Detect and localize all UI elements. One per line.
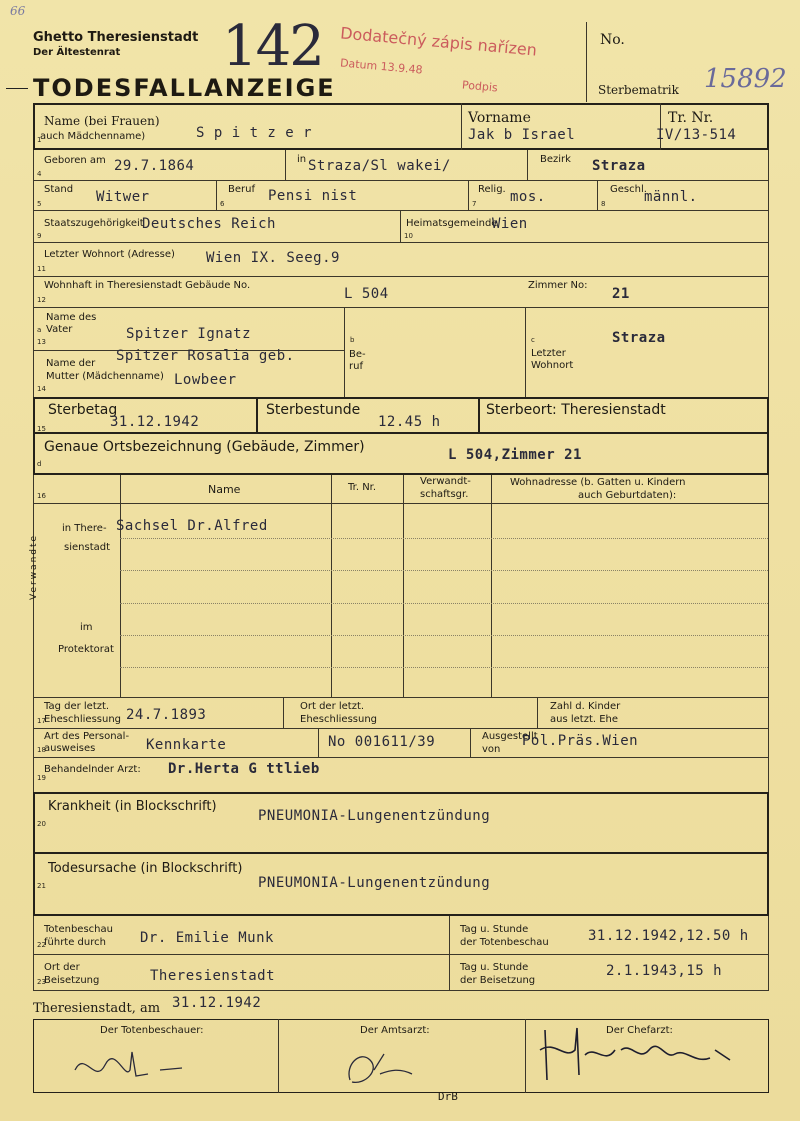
row-line-stand <box>33 210 769 211</box>
stand-divider-3 <box>597 180 598 210</box>
relatives-divider-2 <box>331 475 332 697</box>
parents-wohnort-label-2: Wohnort <box>531 360 574 371</box>
stand-value: Witwer <box>96 189 150 205</box>
beschau-time-value: 31.12.1942,12.50 h <box>588 928 749 944</box>
staat-value: Deutsches Reich <box>142 216 276 232</box>
mutter-value-1: Spitzer Rosalia geb. <box>116 348 295 364</box>
row-letter: b <box>350 336 355 344</box>
sig1-label: Der Totenbeschauer: <box>100 1025 204 1036</box>
sig3-label: Der Chefarzt: <box>606 1025 673 1036</box>
row-letter: a <box>37 326 42 334</box>
address-value: Wien IX. Seeg.9 <box>206 250 340 266</box>
illness-mid-line <box>33 852 769 854</box>
bezirk-value: Straza <box>592 158 646 174</box>
relatives-divider-3 <box>403 475 404 697</box>
vorname-label: Vorname <box>468 110 531 126</box>
marriage-tag-value: 24.7.1893 <box>126 707 207 723</box>
id-art-value: Kennkarte <box>146 737 227 753</box>
row-number: 10 <box>404 232 413 240</box>
row-number: 21 <box>37 882 46 890</box>
relatives-dotline-3 <box>120 603 768 604</box>
doctor-value: Dr.Herta G ttlieb <box>168 761 320 777</box>
row-line-citizen <box>33 242 769 243</box>
relatives-dotline-2 <box>120 570 768 571</box>
row-number: 8 <box>601 200 606 208</box>
id-art-label-2: ausweises <box>44 743 96 754</box>
title-dash <box>6 88 28 89</box>
id-no-value: No 001611/39 <box>328 734 436 750</box>
header-line2: Der Ältestenrat <box>33 47 121 58</box>
ursache-value: PNEUMONIA-Lungenentzündung <box>258 875 491 891</box>
id-art-label-1: Art des Personal- <box>44 731 130 742</box>
signature-divider-2 <box>525 1019 526 1093</box>
mutter-label-2: Mutter (Mädchenname) <box>46 371 164 382</box>
row-number: 23 <box>37 978 46 986</box>
born-divider-1 <box>285 150 286 180</box>
krankheit-label: Krankheit (in Blockschrift) <box>48 799 217 814</box>
ort-label: Genaue Ortsbezeichnung (Gebäude, Zimmer) <box>44 439 365 455</box>
marriage-tag-label-2: Eheschliessung <box>44 714 122 725</box>
stand-divider-1 <box>216 180 217 210</box>
row-line-address <box>33 276 769 277</box>
beschau-value: Dr. Emilie Munk <box>140 930 274 946</box>
sterbeort-label: Sterbeort: Theresienstadt <box>486 402 666 418</box>
relatives-addr-header-1: Wohnadresse (b. Gatten u. Kindern <box>510 477 686 488</box>
sterbetag-label: Sterbetag <box>48 402 118 418</box>
place-date-label: Theresienstadt, am <box>33 1001 161 1016</box>
name-label-2: auch Mädchenname) <box>40 131 146 142</box>
relatives-entry: Sachsel Dr.Alfred <box>116 518 268 534</box>
death-divider-2 <box>478 397 480 432</box>
sterbestunde-value: 12.45 h <box>378 414 441 430</box>
inspection-divider <box>449 916 450 990</box>
ausgestellt-value: Pol.Präs.Wien <box>522 733 639 749</box>
row-number: 11 <box>37 265 46 273</box>
beschau-label-2: führte durch <box>44 937 106 948</box>
page-mark: 66 <box>10 4 26 18</box>
citizen-divider <box>400 210 401 242</box>
beschau-label-1: Totenbeschau <box>44 924 113 935</box>
relatives-side-label: Verwandte <box>29 533 39 600</box>
row-number: 14 <box>37 385 46 393</box>
born-divider-2 <box>527 150 528 180</box>
beruf-value: Pensi nist <box>268 188 358 204</box>
ausgestellt-label-2: von <box>482 744 501 755</box>
address-label: Letzter Wohnort (Adresse) <box>44 249 175 260</box>
ursache-label: Todesursache (in Blockschrift) <box>48 861 243 876</box>
signature-totenbeschauer <box>70 1040 190 1088</box>
geschl-value: männl. <box>644 189 698 205</box>
death-divider-1 <box>256 397 258 432</box>
name-divider-1 <box>461 103 462 150</box>
row-number: 12 <box>37 296 46 304</box>
sterbestunde-label: Sterbestunde <box>266 402 361 418</box>
ghetto-label: Wohnhaft in Theresienstadt Gebäude No. <box>44 280 251 291</box>
row-line-inspection <box>33 954 769 955</box>
signature-divider-1 <box>278 1019 279 1093</box>
relatives-dotline-1 <box>120 538 768 539</box>
vater-label-2: Vater <box>46 324 73 335</box>
ort-value: L 504,Zimmer 21 <box>448 447 582 463</box>
vorname-value: Jak b Israel <box>468 127 576 143</box>
born-value: 29.7.1864 <box>114 158 195 174</box>
beisetzung-label-1: Ort der <box>44 962 80 973</box>
parents-divider-1 <box>344 307 345 397</box>
stand-divider-2 <box>468 180 469 210</box>
heimat-value: Wien <box>492 216 528 232</box>
sterbematrik-value: 15892 <box>704 64 787 94</box>
marriage-divider-1 <box>283 697 284 728</box>
parents-divider-2 <box>525 307 526 397</box>
beisetzung-time-label-1: Tag u. Stunde <box>460 962 529 973</box>
relig-value: mos. <box>510 189 546 205</box>
marriage-tag-label-1: Tag der letzt. <box>44 701 110 712</box>
relatives-name-header: Name <box>208 483 241 496</box>
row-number: 20 <box>37 820 46 828</box>
marriage-kinder-label-2: aus letzt. Ehe <box>550 714 619 725</box>
printer-mark: DrB <box>438 1090 458 1103</box>
sterbematrik-label: Sterbematrik <box>598 83 679 97</box>
row-letter: c <box>531 336 535 344</box>
relatives-verw-header-2: schaftsgr. <box>420 489 469 500</box>
row-number: 18 <box>37 746 46 754</box>
marriage-kinder-label-1: Zahl d. Kinder <box>550 701 621 712</box>
beisetzung-time-label-2: der Beisetzung <box>460 975 536 986</box>
marriage-ort-label-1: Ort der letzt. <box>300 701 365 712</box>
stand-label: Stand <box>44 184 74 195</box>
ausgestellt-label-1: Ausgestellt <box>482 731 538 742</box>
place-date-value: 31.12.1942 <box>172 995 262 1011</box>
no-label: No. <box>600 32 625 48</box>
born-in-value: Straza/Sl wakei/ <box>308 158 451 174</box>
row-number: 6 <box>220 200 225 208</box>
zimmer-value: 21 <box>612 286 630 302</box>
relatives-trnr-header: Tr. Nr. <box>348 482 377 493</box>
parents-beruf-label-2: ruf <box>349 361 363 372</box>
heimat-label: Heimatsgemeinde <box>406 218 498 229</box>
beschau-time-label-2: der Totenbeschau <box>460 937 549 948</box>
row-number: 13 <box>37 338 46 346</box>
mutter-label-1: Name der <box>46 358 96 369</box>
zimmer-label: Zimmer No: <box>528 280 588 291</box>
vater-value: Spitzer Ignatz <box>126 326 252 342</box>
sig2-label: Der Amtsarzt: <box>360 1025 430 1036</box>
header-line1: Ghetto Theresienstadt <box>33 30 199 45</box>
row-number: 17 <box>37 717 46 725</box>
row-number: 22 <box>37 941 46 949</box>
mutter-value-2: Lowbeer <box>174 372 237 388</box>
trnr-value: IV/13-514 <box>656 127 737 143</box>
geschl-label: Geschl. <box>610 184 647 195</box>
krankheit-value: PNEUMONIA-Lungenentzündung <box>258 808 491 824</box>
relatives-divider-1 <box>120 475 121 697</box>
staat-label: Staatszugehörigkeit <box>44 218 144 229</box>
stamp-line2: Datum 13.9.48 <box>339 56 424 77</box>
header-divider <box>586 22 587 102</box>
im-label-1: im <box>80 622 93 633</box>
relatives-addr-header-2: auch Geburtdaten): <box>578 490 677 501</box>
row-line-marriage <box>33 728 769 729</box>
marriage-ort-label-2: Eheschliessung <box>300 714 378 725</box>
vater-label-1: Name des <box>46 312 97 323</box>
relatives-bottom-line <box>33 697 769 698</box>
parents-wohnort-value: Straza <box>612 330 666 346</box>
relatives-dotline-4 <box>120 635 768 636</box>
id-divider-1 <box>318 728 319 757</box>
row-number: 7 <box>472 200 477 208</box>
name-value: S p i t z e r <box>196 125 313 141</box>
signature-amtsarzt <box>340 1040 420 1088</box>
death-mid-line <box>33 432 769 434</box>
bezirk-label: Bezirk <box>540 154 571 165</box>
born-label: Geboren am <box>44 155 106 166</box>
row-number: 19 <box>37 774 46 782</box>
row-number: 15 <box>37 425 46 433</box>
marriage-divider-2 <box>537 697 538 728</box>
sterbetag-value: 31.12.1942 <box>110 414 200 430</box>
beruf-label: Beruf <box>228 184 255 195</box>
relatives-divider-4 <box>491 475 492 697</box>
beisetzung-time-value: 2.1.1943,15 h <box>606 963 723 979</box>
relatives-dotline-5 <box>120 667 768 668</box>
row-line-born <box>33 180 769 181</box>
relatives-top-line <box>33 503 769 504</box>
born-in-label: in <box>297 154 307 165</box>
row-number: 16 <box>37 492 46 500</box>
beisetzung-label-2: Beisetzung <box>44 975 100 986</box>
relatives-verw-header-1: Verwandt- <box>420 476 471 487</box>
doctor-label: Behandelnder Arzt: <box>44 764 141 775</box>
ghetto-value: L 504 <box>344 286 389 302</box>
form-bottom-line <box>33 990 769 991</box>
signature-chefarzt <box>535 1020 735 1090</box>
parents-wohnort-label-1: Letzter <box>531 348 566 359</box>
trnr-label: Tr. Nr. <box>668 110 714 126</box>
row-number: 1 <box>37 136 42 144</box>
handwritten-number: 142 <box>222 14 323 79</box>
im-label-2: Protektorat <box>58 644 114 655</box>
name-label-1: Name (bei Frauen) <box>44 114 160 128</box>
row-letter: d <box>37 460 42 468</box>
row-number: 5 <box>37 200 42 208</box>
relig-label: Relig. <box>478 184 506 195</box>
beisetzung-value: Theresienstadt <box>150 968 276 984</box>
row-line-ghetto <box>33 307 769 308</box>
parents-beruf-label-1: Be- <box>349 349 366 360</box>
row-line-id <box>33 757 769 758</box>
stamp-line1: Dodatečný zápis nařízen <box>339 23 538 60</box>
row-number: 9 <box>37 232 42 240</box>
in-there-label-1: in There- <box>62 523 107 534</box>
stamp-line3: Podpis <box>461 78 499 95</box>
id-divider-2 <box>470 728 471 757</box>
in-there-label-2: sienstadt <box>64 542 111 553</box>
form-title: TODESFALLANZEIGE <box>33 74 336 102</box>
row-number: 4 <box>37 170 42 178</box>
beschau-time-label-1: Tag u. Stunde <box>460 924 529 935</box>
